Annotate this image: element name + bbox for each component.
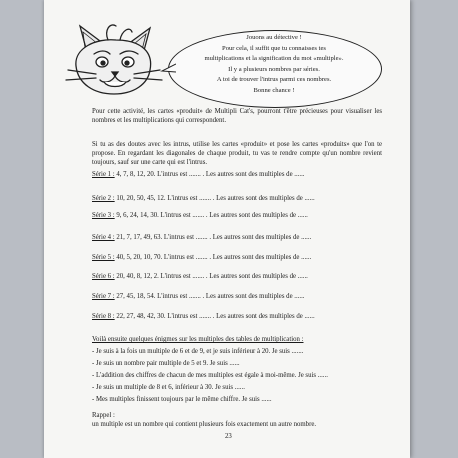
series-text: 4, 7, 8, 12, 20. L'intrus est ....... . Les autres sont des multiples de ......: [114, 171, 305, 178]
enigme-item: - Je suis à la fois un multiple de 6 et de 9, et je suis inférieur à 20. Je suis .......: [92, 348, 304, 355]
bubble-line: multiplications et la signification du mot «multiple».: [204, 55, 344, 63]
series-line: [92, 292, 392, 301]
series-line: [92, 170, 392, 179]
enigmes-title: Voilà ensuite quelques énigmes sur les multiples des tables de multiplication :: [92, 336, 304, 343]
series-line: [92, 272, 392, 281]
page-number: 23: [225, 433, 232, 440]
series-label: Série 3 :: [92, 212, 115, 219]
enigme-item: - Mes multiples finissent toujours par le même chiffre. Je suis ......: [92, 396, 272, 403]
series-text: 10, 20, 50, 45, 12. L'intrus est ....... . Les autres sont des multiples de ......: [114, 195, 315, 202]
enigme-item: - L'addition des chiffres de chacun de mes multiples est égale à moi-même. Je suis ......: [92, 372, 328, 379]
series-text: 21, 7, 17, 49, 63. L'intrus est ....... . Les autres sont des multiples de ......: [114, 234, 312, 241]
series-line: [92, 253, 392, 262]
series-label: Série 4 :: [92, 234, 115, 241]
series-text: 20, 40, 8, 12, 2. L'intrus est ....... . Les autres sont des multiples de ......: [114, 273, 308, 280]
intro-paragraph-1: Pour cette activité, les cartes «produit» de Multipli Cat's, pourront t'être précieuses pour visualiser les nombres et les multiplications qui correspondent.: [92, 108, 382, 125]
series-text: 40, 5, 20, 10, 70. L'intrus est ....... . Les autres sont des multiples de ......: [114, 254, 312, 261]
bubble-line: Jouons au détective !: [246, 34, 302, 41]
rappel-text: un multiple est un nombre qui contient plusieurs fois exactement un autre nombre.: [92, 421, 317, 428]
rappel-title: Rappel :: [92, 412, 115, 419]
speech-bubble-text: [178, 33, 370, 97]
intro-paragraph-2: Si tu as des doutes avec les intrus, utilise les cartes «produit» et pose les cartes «produits» que l'on te propose. En regardant les diagonales de chaque produit, tu vas te rendre compte qu'un nombre revient toujours, sauf sur une carte qui est l'intrus.: [92, 141, 382, 167]
series-text: 22, 27, 48, 42, 30. L'intrus est ....... . Les autres sont des multiples de ......: [114, 313, 315, 320]
series-text: 9, 6, 24, 14, 30. L'intrus est ....... . Les autres sont des multiples de ......: [114, 212, 308, 219]
bubble-line: A toi de trouver l'intrus parmi ces nombres.: [216, 76, 332, 84]
series-line: [92, 233, 392, 242]
series-label: Série 7 :: [92, 293, 115, 300]
series-label: Série 8 :: [92, 313, 115, 320]
bubble-line: Pour cela, il suffit que tu connaisses tes: [222, 44, 326, 52]
speech-bubble-tail: [160, 62, 176, 76]
series-label: Série 6 :: [92, 273, 115, 280]
series-label: Série 1 :: [92, 171, 115, 178]
series-line: [92, 211, 392, 220]
bubble-line: Il y a plusieurs nombres par séries.: [228, 65, 320, 73]
series-label: Série 5 :: [92, 254, 115, 261]
bubble-line: Bonne chance !: [253, 86, 295, 94]
series-line: [92, 312, 392, 321]
enigme-item: - Je suis un nombre pair multiple de 5 et 9. Je suis ......: [92, 360, 240, 367]
series-text: 27, 45, 18, 54. L'intrus est ....... . Les autres sont des multiples de ......: [114, 293, 305, 300]
enigme-item: - Je suis un multiple de 8 et 6, inférieur à 30. Je suis ......: [92, 384, 245, 391]
series-line: [92, 194, 392, 203]
series-label: Série 2 :: [92, 195, 115, 202]
cat-detective-illustration: [58, 18, 166, 106]
